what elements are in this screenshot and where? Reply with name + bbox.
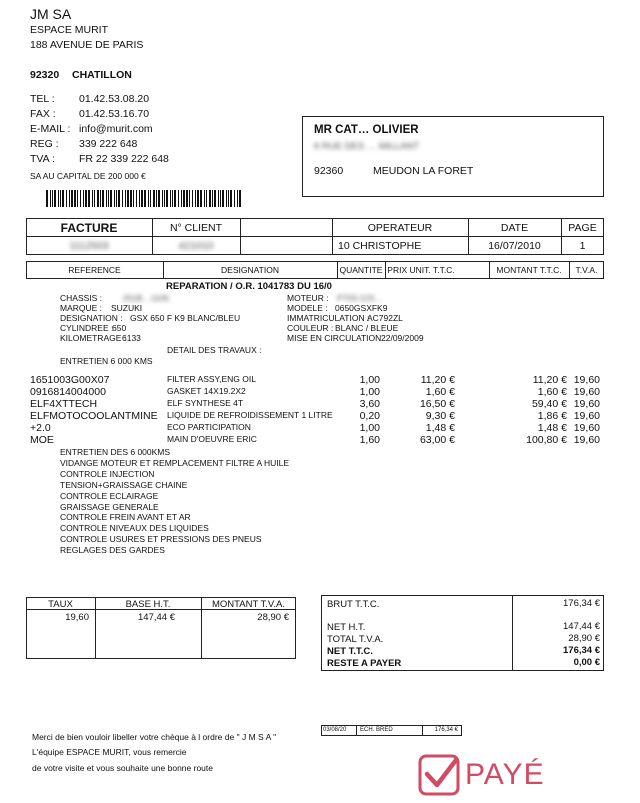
barcode-bar [108,190,109,207]
paid-stamp [418,752,558,798]
barcode-bar [156,190,157,207]
vehicle-label: KILOMETRAGE : [60,333,127,343]
barcode-bar [52,190,53,207]
barcode-bar [92,190,93,207]
line-qty: 0,20 [359,410,380,422]
line-tva: 19,60 [573,374,600,386]
company-postal: 92320 [30,69,60,81]
barcode-bar [97,190,99,207]
barcode-bar [214,190,216,207]
work-item: CONTROLE INJECTION [60,468,155,479]
vehicle-value: GSX 650 F K9 BLANC/BLEU [130,313,241,323]
barcode-bar [122,190,123,207]
company-name: JM SA [30,6,72,22]
barcode-bar [212,190,213,207]
line-tva: 19,60 [573,434,600,446]
line-mt: 1,60 € [537,386,567,398]
vehicle-info-right [287,293,507,345]
vehicle-value: 0650GSXFK9 [335,303,388,313]
barcode-bar [186,190,188,207]
barcode-bar [77,190,78,207]
barcode-bar [133,190,134,207]
line-mt: 1,48 € [537,422,567,434]
vat-col-rate: TAUX [48,599,73,610]
total-tva-label: TOTAL T.V.A. [327,634,384,645]
payment-date: 03/08/20 [323,727,347,733]
net-ttc-value: 176,34 € [563,645,600,656]
barcode-bar [178,190,179,207]
barcode-bar [130,190,132,207]
col-reference: REFERENCE [68,265,121,275]
barcode-bar [71,190,73,207]
line-mt: 100,80 € [526,434,567,446]
barcode-bar [237,190,238,207]
barcode-bar [88,190,90,207]
barcode-bar [85,190,87,207]
contact-label: E-MAIL : [30,123,71,135]
line-pu: 1,60 € [425,386,455,398]
client-number: 421010 [178,240,214,252]
customer-city: MEUDON LA FORET [373,165,474,177]
vehicle-value: BLANC / BLEUE [335,323,399,333]
work-item: GRAISSAGE GENERALE [60,501,159,512]
line-ref: +2.0 [30,422,51,434]
line-pu: 1,48 € [425,422,455,434]
barcode-bar [220,190,221,207]
barcode-bar [153,190,155,207]
invoice-number: 1112503 [69,240,109,252]
company-address: 188 AVENUE DE PARIS [30,39,144,51]
line-qty: 1,60 [359,434,380,446]
barcode-bar [181,190,182,207]
vehicle-label: MODELE : [287,303,328,313]
line-des: FILTER ASSY,ENG OIL [167,374,256,384]
vehicle-label: CHASSIS : [60,293,103,303]
col-vat: T.V.A. [575,265,598,275]
line-ref: ELFMOTOCOOLANTMINE [30,410,158,422]
contact-value: 01.42.53.08.20 [79,93,150,105]
barcode-bar [150,190,151,207]
line-des: ECO PARTICIPATION [167,422,251,432]
vehicle-value: 650 [112,323,127,333]
paid-stamp-text: PAYÉ [465,758,545,791]
vehicle-label: MISE EN CIRCULATION : [287,333,387,343]
vehicle-value: P703-123… [337,293,383,303]
vehicle-value: AC792ZL [367,313,403,323]
barcode-bar [148,190,149,207]
line-tva: 19,60 [573,398,600,410]
barcode-bar [158,190,160,207]
payment-amount: 176,34 € [434,727,458,733]
vat-col-amount: MONTANT T.V.A. [211,599,286,610]
brut-label: BRUT T.T.C. [327,599,380,610]
col-designation: DESIGNATION [221,265,279,275]
barcode-bar [192,190,193,207]
contact-value: info@murit.com [79,123,153,135]
company-line2: ESPACE MURIT [30,24,108,36]
barcode-bar [74,190,76,207]
vehicle-value: 22/09/2009 [381,333,424,343]
barcode-bar [102,190,104,207]
barcode-bar [228,190,229,207]
barcode-bar [144,190,146,207]
barcode-bar [127,190,129,207]
barcode-bar [69,190,70,207]
vehicle-label: DESIGNATION : [60,313,123,323]
barcode-bar [118,190,120,207]
contact-label: REG : [30,138,59,150]
barcode-bar [100,190,101,207]
work-items-list [60,447,289,556]
col-amount: MONTANT T.T.C. [496,265,562,275]
barcode-bar [230,190,232,207]
barcode-bar [200,190,202,207]
barcode-bar [204,190,205,207]
total-tva-value: 28,90 € [568,633,600,644]
line-des: GASKET 14X19.2X2 [167,386,246,396]
line-tva: 19,60 [573,422,600,434]
header-client: N° CLIENT [169,222,223,234]
barcode-bar [80,190,81,207]
customer-name: MR CAT… OLIVIER [314,124,419,136]
line-mt: 59,40 € [531,398,567,410]
line-tva: 19,60 [573,386,600,398]
barcode-bar [46,190,48,207]
contact-value: 01.42.53.16.70 [79,108,150,120]
barcode-bar [94,190,95,207]
barcode-bar [189,190,190,207]
contact-label: TVA : [30,153,55,165]
barcode-bar [174,190,176,207]
line-pu: 9,30 € [425,410,455,422]
vehicle-label: MOTEUR : [287,293,329,303]
header-facture: FACTURE [60,221,118,235]
vehicle-value: SUZUKI [111,303,143,313]
net-ttc-label: NET T.T.C. [327,646,373,657]
customer-street: 6 RUE DES … MILLANT [314,141,420,152]
line-ref: ELF4XTTECH [30,398,98,410]
barcode-bar [222,190,224,207]
work-item: CONTROLE USURES ET PRESSIONS DES PNEUS [60,534,262,545]
barcode-bar [139,190,140,207]
barcode-bar [58,190,59,207]
barcode-bar [114,190,115,207]
barcode-bar [162,190,163,207]
barcode-bar [218,190,219,207]
barcode-bar [206,190,207,207]
line-qty: 3,60 [359,398,380,410]
vehicle-label: COULEUR : [287,323,334,333]
contact-value: 339 222 648 [79,138,138,150]
detail-title: DETAIL DES TRAVAUX : [167,345,262,355]
barcode-bar [183,190,185,207]
work-item: CONTROLE FREIN AVANT ET AR [60,512,191,523]
barcode-bar [60,190,61,207]
work-item: CONTROLE NIVEAUX DES LIQUIDES [60,523,209,534]
work-item: ENTRETIEN DES 6 000KMS [60,447,171,457]
line-tva: 19,60 [573,410,600,422]
line-des: MAIN D'OEUVRE ERIC [167,434,257,444]
line-ref: 0916814004000 [30,386,106,398]
net-ht-value: 147,44 € [563,621,600,632]
vehicle-label: CYLINDREE : [60,323,114,333]
line-mt: 11,20 € [532,374,567,386]
barcode-bar [83,190,84,207]
vat-col-base: BASE H.T. [125,599,171,610]
barcode-bar [125,190,126,207]
line-qty: 1,00 [359,422,380,434]
work-item: CONTROLE ECLAIRAGE [60,490,159,501]
contact-value: FR 22 339 222 648 [79,153,169,165]
barcode [46,190,242,207]
barcode-bar [197,190,199,207]
date-value: 16/07/2010 [488,240,541,252]
barcode-bar [234,190,235,207]
vehicle-value: 6133 [122,333,141,343]
line-ref: MOE [30,434,54,446]
barcode-bar [166,190,168,207]
line-mt: 1,86 € [537,410,567,422]
line-pu: 16,50 € [419,398,455,410]
footer-line2: L'équipe ESPACE MURIT, vous remercie [32,747,187,757]
customer-postal: 92360 [314,165,344,177]
vehicle-label: MARQUE : [60,303,103,313]
contact-label: TEL : [30,93,55,105]
vehicle-label: IMMATRICULATION : [287,313,370,323]
col-unit-price: PRIX UNIT. T.T.C. [387,265,455,275]
net-ht-label: NET H.T. [327,622,366,633]
barcode-bar [226,190,227,207]
brut-value: 176,34 € [563,598,600,609]
barcode-bar [239,190,241,207]
vat-base: 147,44 € [138,612,175,623]
barcode-bar [66,190,67,207]
barcode-bar [54,190,56,207]
repair-title: REPARATION / O.R. 1041783 DU 16/0 [166,281,332,292]
barcode-bar [50,190,51,207]
operator-value: 10 CHRISTOPHE [338,240,422,252]
company-capital: SA AU CAPITAL DE 200 000 € [30,171,146,181]
service-label: ENTRETIEN 6 000 KMS [60,356,153,366]
footer-line3: de votre visite et vous souhaite une bonne route [32,763,213,773]
line-qty: 1,00 [359,386,380,398]
payment-mode: ECH. BRED [360,727,393,733]
col-quantity: QUANTITE [339,265,383,275]
line-ref: 1651003G00X07 [30,374,110,386]
page-value: 1 [579,240,586,252]
line-qty: 1,00 [359,374,380,386]
reste-label: RESTE A PAYER [327,658,402,669]
footer-line1: Merci de bien vouloir libeller votre chèque à l ordre de " J M S A " [32,732,277,742]
work-item: TENSION+GRAISSAGE CHAINE [60,479,188,490]
barcode-bar [110,190,112,207]
barcode-bar [209,190,211,207]
barcode-bar [170,190,171,207]
work-item: REGLAGES DES GARDES [60,545,165,556]
reste-value: 0,00 € [573,657,600,668]
vat-amount: 28,90 € [257,612,289,623]
header-date: DATE [500,222,529,234]
vehicle-value: JS1B…1105 [122,293,170,303]
barcode-bar [62,190,64,207]
company-city: CHATILLON [72,69,132,81]
header-page: PAGE [568,222,597,234]
barcode-bar [116,190,117,207]
vat-rate: 19,60 [65,612,89,623]
work-item: VIDANGE MOTEUR ET REMPLACEMENT FILTRE A HUILE [60,457,290,468]
barcode-bar [141,190,143,207]
line-des: LIQUIDE DE REFROIDISSEMENT 1 LITRE [167,410,333,420]
barcode-bar [195,190,196,207]
vehicle-info-left [60,293,300,345]
line-pu: 11,20 € [420,374,455,386]
header-operator: OPERATEUR [367,222,433,234]
line-pu: 63,00 € [419,434,455,446]
contact-label: FAX : [30,108,56,120]
barcode-bar [172,190,173,207]
barcode-bar [136,190,137,207]
barcode-bar [164,190,165,207]
line-des: ELF SYNTHESE 4T [167,398,244,408]
barcode-bar [106,190,107,207]
